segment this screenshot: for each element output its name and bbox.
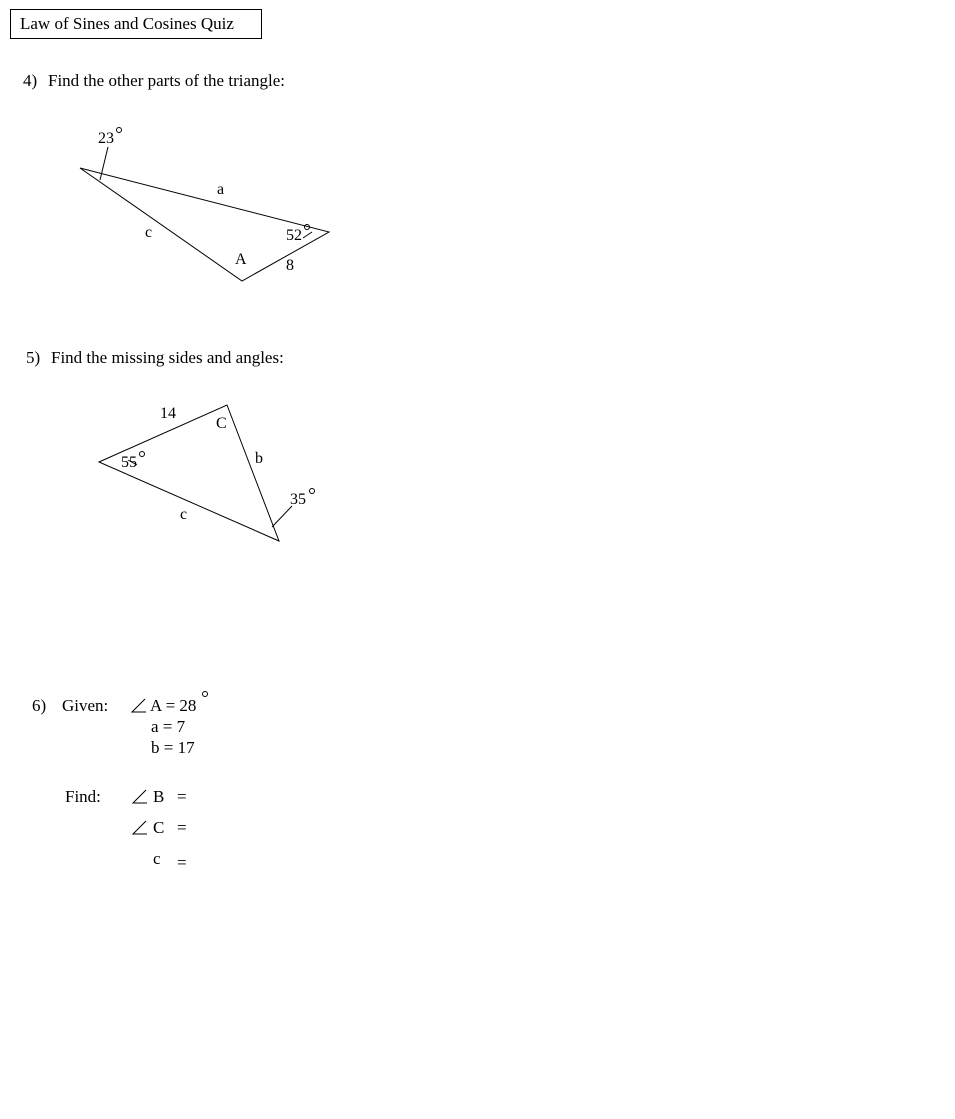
q6-find-angle-C: C (153, 818, 165, 837)
q6-find-B-equals: = (177, 787, 187, 806)
q6-find-C-equals: = (177, 818, 187, 837)
page-title: Law of Sines and Cosines Quiz (10, 9, 262, 39)
q5-side-c-label: c (180, 506, 188, 523)
q5-prompt: Find the missing sides and angles: (51, 348, 284, 367)
q6-given-side-a: a = 7 (151, 717, 186, 736)
q4-side-c-label: c (145, 224, 153, 241)
q4-side-8-label: 8 (286, 257, 294, 274)
q5-number: 5) (26, 348, 41, 367)
q4-vertex-A-label: A (235, 251, 247, 268)
q5-degree-symbol-left (139, 451, 145, 457)
q5-angle-left-label: 55 (121, 454, 137, 471)
angle-symbol-icon (131, 789, 149, 805)
q6-find-side-c: c (153, 849, 161, 868)
q5-angle-bottom-label: 35 (290, 491, 306, 508)
q6-number: 6) (32, 696, 47, 715)
q6-degree-symbol (202, 691, 208, 697)
q6-find-c-equals: = (177, 853, 187, 872)
q5-side-14-label: 14 (160, 405, 176, 422)
angle-symbol-icon (130, 698, 148, 714)
q4-angle-top-label: 23 (98, 130, 114, 147)
q4-angle-right-label: 52 (286, 227, 302, 244)
q6-given-label: Given: (62, 696, 109, 715)
angle-symbol-icon (131, 820, 149, 836)
q4-number: 4) (23, 71, 38, 90)
q5-side-b-label: b (255, 450, 263, 467)
q4-prompt: Find the other parts of the triangle: (48, 71, 285, 90)
q5-vertex-C-label: C (216, 415, 227, 432)
q6-given-side-b: b = 17 (151, 738, 195, 757)
q5-angle-pointer-bottom (272, 506, 292, 527)
q4-side-a-label: a (217, 181, 225, 198)
q6-find-angle-B: B (153, 787, 165, 806)
q6-find-label: Find: (65, 787, 101, 806)
q5-degree-symbol-bottom (309, 488, 315, 494)
q6-given-angle-A: A = 28 (150, 696, 197, 715)
q5-triangle (99, 405, 279, 541)
